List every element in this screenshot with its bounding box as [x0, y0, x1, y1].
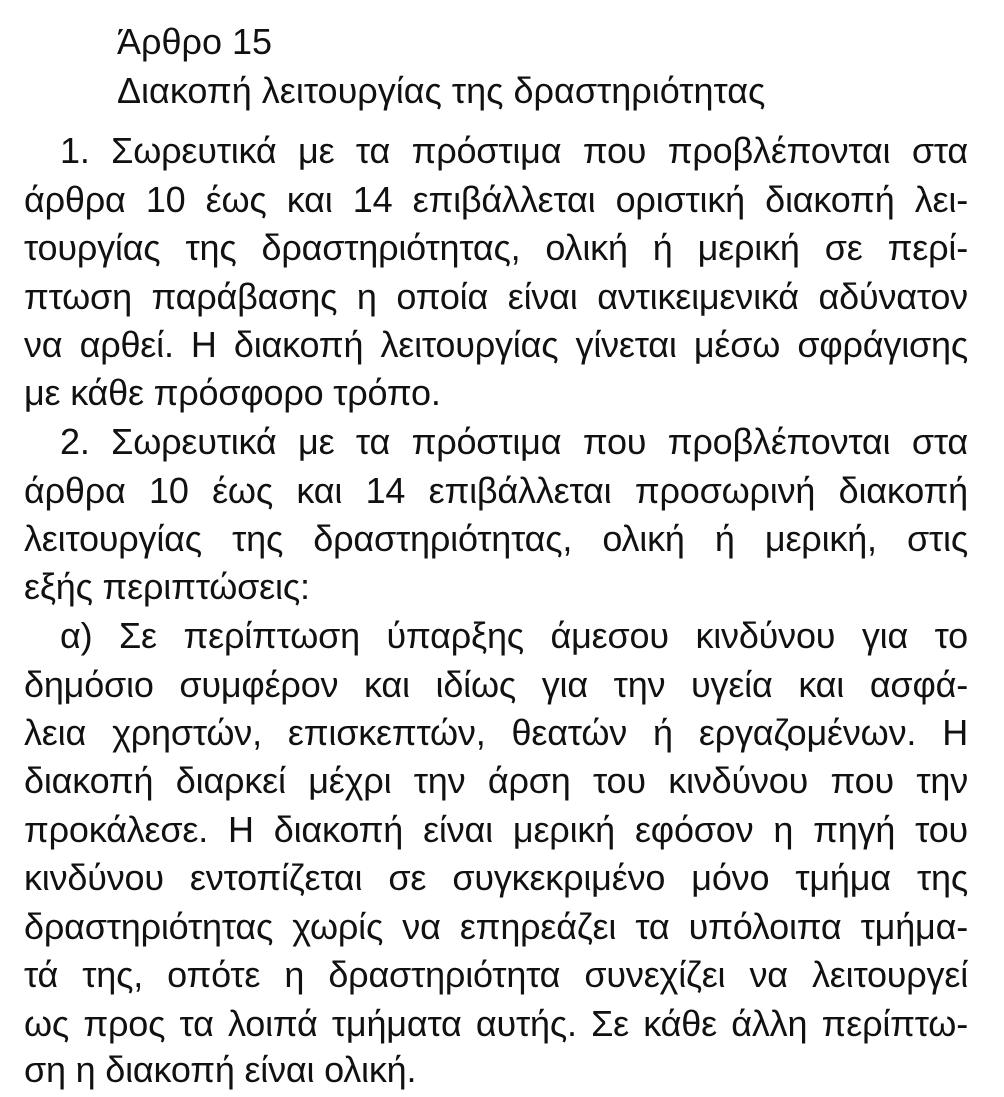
paragraph-line: προκάλεσε. Η διακοπή είναι μερική εφόσον η πηγή του: [24, 809, 968, 850]
paragraph-line: άρθρα 10 έως και 14 επιβάλλεται οριστική διακοπή λει-: [24, 179, 968, 220]
paragraph-line: τά της, οπότε η δραστηριότητα συνεχίζει να λειτουργεί: [24, 954, 968, 995]
paragraph-line: κινδύνου εντοπίζεται σε συγκεκριμένο μόνο τμήμα της: [24, 857, 968, 898]
article-heading: Διακοπή λειτουργίας της δραστηριότητας: [117, 70, 766, 111]
article-number: Άρθρο 15: [117, 21, 273, 62]
paragraph-line: τουργίας της δραστηριότητας, ολική ή μερική σε περί-: [24, 227, 968, 268]
paragraph-line: δημόσιο συμφέρον και ιδίως για την υγεία και ασφά-: [24, 664, 968, 705]
paragraph-line: να αρθεί. Η διακοπή λειτουργίας γίνεται μέσω σφράγισης: [24, 324, 968, 365]
paragraph-line: 2. Σωρευτικά με τα πρόστιμα που προβλέπονται στα: [60, 421, 968, 462]
paragraph-line: άρθρα 10 έως και 14 επιβάλλεται προσωρινή διακοπή: [24, 470, 968, 511]
paragraph-line: ση η διακοπή είναι ολική.: [24, 1049, 417, 1090]
paragraph-line: πτωση παράβασης η οποία είναι αντικειμενικά αδύνατον: [24, 276, 968, 317]
paragraph-line: λειτουργίας της δραστηριότητας, ολική ή μερική, στις: [24, 518, 968, 559]
paragraph-line: λεια χρηστών, επισκεπτών, θεατών ή εργαζομένων. Η: [24, 712, 968, 753]
paragraph-line: ως προς τα λοιπά τμήματα αυτής. Σε κάθε άλλη περίπτω-: [24, 1003, 968, 1044]
paragraph-line: α) Σε περίπτωση ύπαρξης άμεσου κινδύνου για το: [60, 615, 968, 656]
paragraph-line: με κάθε πρόσφορο τρόπο.: [24, 372, 441, 413]
paragraph-line: διακοπή διαρκεί μέχρι την άρση του κινδύνου που την: [24, 760, 968, 801]
paragraph-line: εξής περιπτώσεις:: [24, 566, 310, 607]
paragraph-line: δραστηριότητας χωρίς να επηρεάζει τα υπόλοιπα τμήμα-: [24, 906, 968, 947]
paragraph-line: 1. Σωρευτικά με τα πρόστιμα που προβλέπονται στα: [60, 130, 968, 171]
